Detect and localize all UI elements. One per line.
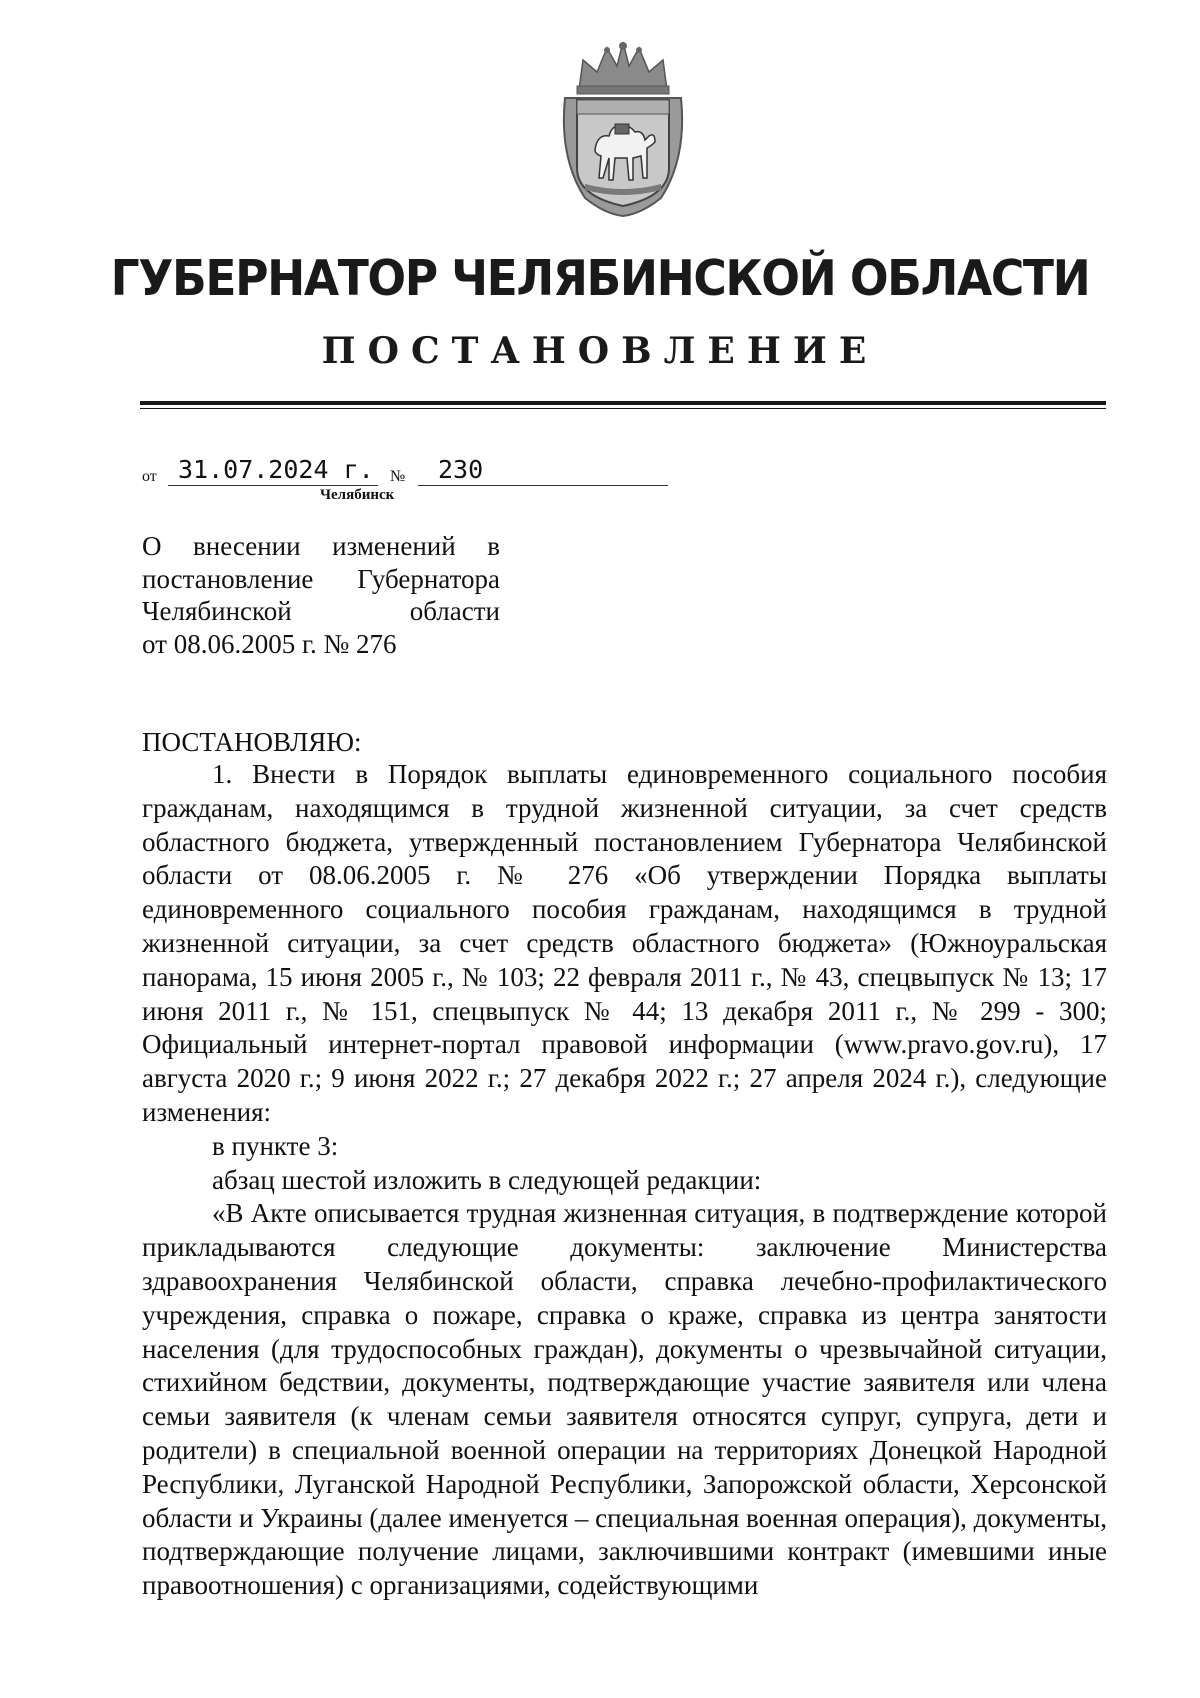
header-divider-thin bbox=[140, 408, 1106, 409]
organization-title: ГУБЕРНАТОР ЧЕЛЯБИНСКОЙ ОБЛАСТИ bbox=[110, 250, 1090, 307]
number-label: № bbox=[390, 468, 406, 485]
from-label: от bbox=[142, 468, 157, 485]
subject-line: О внесении изменений в bbox=[142, 531, 500, 561]
document-type: ПОСТАНОВЛЕНИЕ bbox=[321, 330, 879, 372]
date-field: 31.07.2024 г. bbox=[168, 456, 378, 486]
subject-line: от 08.06.2005 г. № 276 bbox=[142, 628, 397, 659]
decree-word: ПОСТАНОВЛЯЮ: bbox=[142, 727, 362, 757]
document-body bbox=[142, 758, 1107, 1603]
paragraph: абзац шестой изложить в следующей редакции: bbox=[212, 1164, 762, 1195]
paragraph: «В Акте описывается трудная жизненная ситуация, в подтверждение которой прикладываются следующие документы: заключение Министерства здравоохранения Челябинской области, справка лечебно-профилактического учреждения, справка о пожаре, справка о краже, справка из центра занятости населения (для трудоспособных граждан), документы о чрезвычайной ситуации, стихийном бедствии, документы, подтверждающие участие заявителя или члена семьи заявителя (к членам семьи заявителя относятся супруг, супруга, дети и родители) в специальной военной операции на территориях Донецкой Народной Республики, Луганской Народной Республики, Запорожской области, Херсонской области и Украины (далее именуется – специальная военная операция), документы, подтверждающие получение лицами, заключившими контракт (имевшими иные правоотношения) с организациями, содействующими bbox=[142, 1198, 1108, 1601]
subject-block bbox=[142, 530, 500, 660]
number-field: 230 bbox=[418, 456, 668, 486]
subject-line: Челябинской области bbox=[142, 596, 500, 626]
paragraph: 1. Внести в Порядок выплаты единовременного социального пособия гражданам, находящимся в трудной жизненной ситуации, за счет средств областного бюджета, утвержденный постановлением Губернатора Челябинской области от 08.06.2005 г. № 276 «Об утверждении Порядка выплаты единовременного социального пособия гражданам, находящимся в трудной жизненной ситуации, за счет средств областного бюджета» (Южноуральская панорама, 15 июня 2005 г., № 103; 22 февраля 2011 г., № 43, спецвыпуск № 13; 17 июня 2011 г., № 151, спецвыпуск № 44; 13 декабря 2011 г., № 299 - 300; Официальный интернет-портал правовой информации (www.pravo.gov.ru), 17 августа 2020 г.; 9 июня 2022 г.; 27 декабря 2022 г.; 27 апреля 2024 г.), следующие изменения: bbox=[142, 759, 1107, 1127]
subject-line: постановление Губернатора bbox=[142, 563, 500, 594]
coat-of-arms-emblem bbox=[555, 38, 691, 218]
city-label: Челябинск bbox=[320, 487, 395, 503]
paragraph: в пункте 3: bbox=[212, 1130, 339, 1161]
header-divider-thick bbox=[140, 401, 1106, 405]
